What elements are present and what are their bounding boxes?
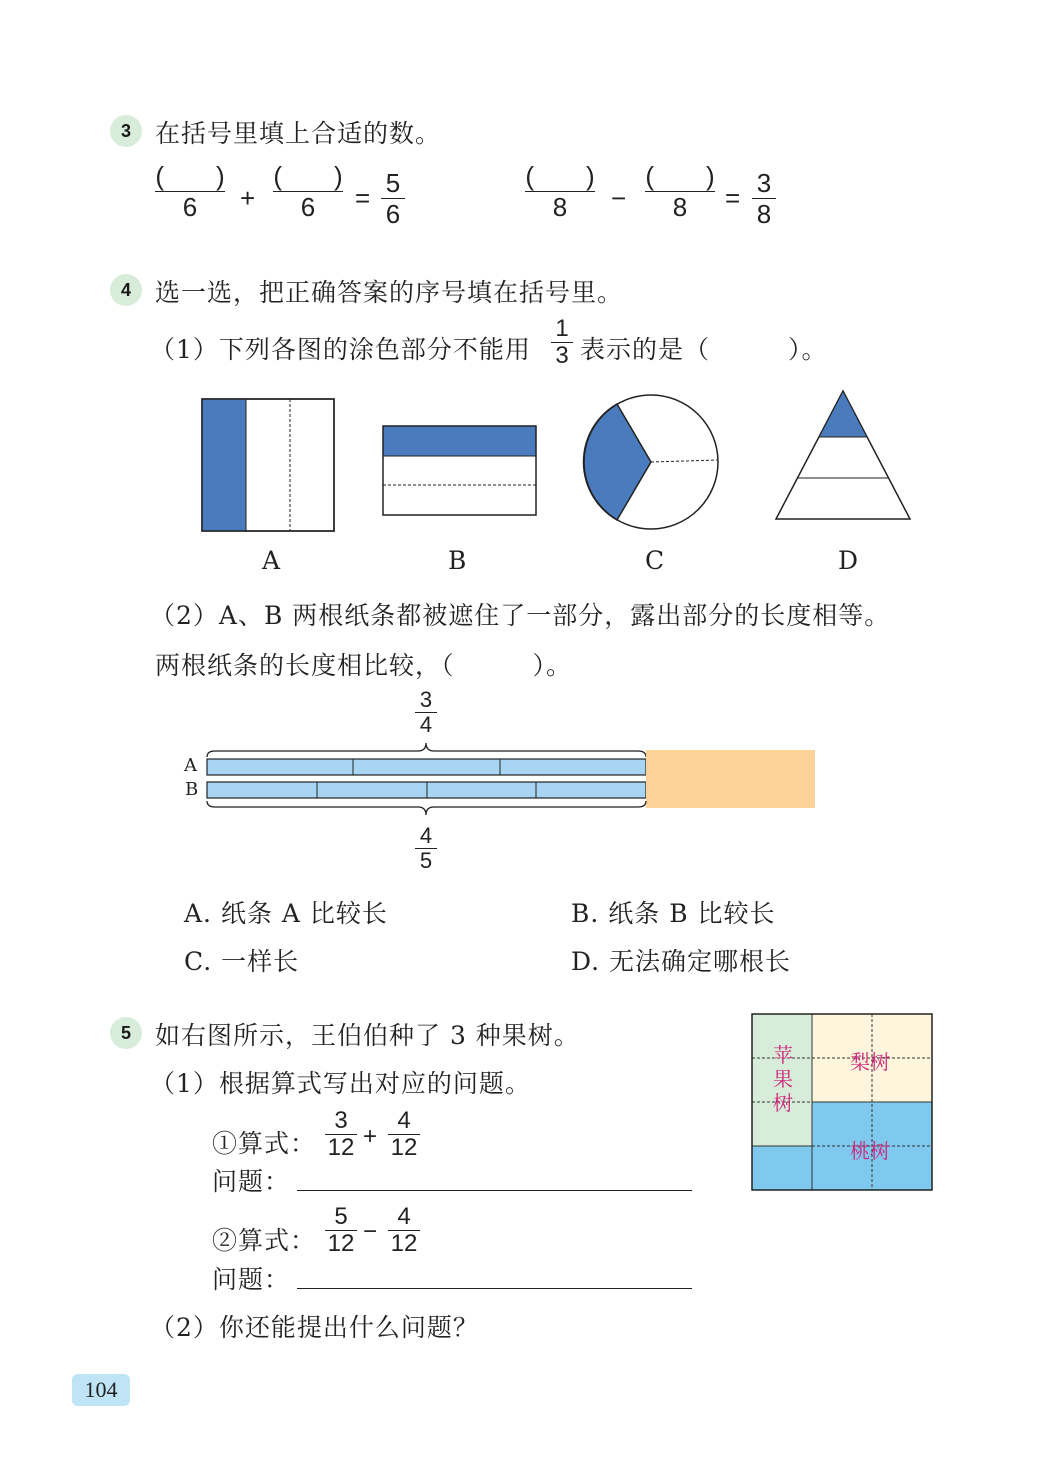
question-prompt: 如右图所示，王伯伯种了 3 种果树。 [155, 1021, 580, 1050]
question-prompt: 在括号里填上合适的数。 [155, 119, 442, 148]
shape-figures [0, 380, 1048, 540]
fraction: 3 12 [325, 1110, 357, 1159]
question-prompt: 选一选，把正确答案的序号填在括号里。 [155, 278, 624, 307]
equals-sign: = [725, 183, 741, 213]
peach-region [752, 1146, 932, 1190]
option-c[interactable]: C. 一样长 [184, 947, 300, 976]
figure-d-triangle[interactable] [776, 391, 910, 519]
question-number-badge: 4 [110, 274, 142, 306]
question-label: 问题： [212, 1265, 291, 1294]
strip-a-fraction: 3 4 [415, 690, 437, 735]
pear-tree-label: 梨树 [850, 1050, 890, 1074]
strip-b-label: B [185, 779, 199, 800]
fraction-blank[interactable] [155, 163, 225, 220]
numerator-blank[interactable]: ( ) [525, 161, 595, 191]
formula-1-label: ①算式： [212, 1129, 317, 1158]
apple-char: 树 [773, 1091, 793, 1115]
sub-question-1-prefix: （1）下列各图的涂色部分不能用 [150, 335, 531, 364]
apple-char: 果 [773, 1067, 793, 1091]
sub-question-1-suffix[interactable]: 表示的是（ ）。 [580, 335, 828, 364]
strip-a-label: A [184, 755, 197, 776]
denominator: 6 [182, 192, 198, 222]
question-number-badge: 3 [110, 115, 142, 147]
figure-c-circle[interactable] [584, 395, 718, 529]
page-number: 104 [72, 1374, 130, 1406]
denominator: 8 [552, 192, 568, 222]
denominator: 8 [672, 192, 688, 222]
apple-char: 苹 [773, 1043, 793, 1067]
sub-question-1: （1）根据算式写出对应的问题。 [150, 1069, 531, 1098]
numerator-blank[interactable]: ( ) [155, 161, 225, 191]
fraction: 4 12 [388, 1110, 420, 1159]
equals-sign: = [355, 183, 371, 213]
fraction-blank[interactable] [273, 163, 343, 220]
fraction: 4 12 [388, 1206, 420, 1255]
shaded-part [819, 391, 867, 437]
answer-line[interactable] [297, 1190, 692, 1191]
minus-sign: − [611, 183, 627, 213]
fraction-blank[interactable] [525, 163, 595, 220]
shaded-part [584, 404, 651, 520]
minus-sign: − [363, 1218, 378, 1245]
numerator-blank[interactable]: ( ) [273, 161, 343, 191]
strip-a [207, 759, 646, 775]
apple-tree-label [771, 1043, 795, 1115]
figure-a-square[interactable] [202, 399, 334, 531]
figure-label-b: B [448, 546, 468, 575]
paper-strips-diagram [0, 735, 1048, 825]
strip-b-fraction: 4 5 [415, 826, 437, 871]
figure-label-a: A [262, 546, 282, 575]
sub-question-2-line2[interactable]: 两根纸条的长度相比较，（ ）。 [155, 651, 573, 680]
plus-sign: + [363, 1123, 378, 1150]
result-fraction: 5 6 [381, 170, 405, 227]
peach-tree-label: 桃树 [850, 1139, 890, 1163]
one-third-fraction: 1 3 [551, 318, 573, 367]
result-fraction: 3 8 [752, 170, 776, 227]
denominator: 6 [300, 192, 316, 222]
question-label: 问题： [212, 1167, 291, 1196]
sub-question-2: （2）你还能提出什么问题？ [150, 1313, 479, 1342]
option-a[interactable]: A. 纸条 A 比较长 [184, 899, 388, 928]
figure-label-c: C [645, 546, 666, 575]
figure-label-d: D [838, 546, 860, 575]
answer-line[interactable] [297, 1288, 692, 1289]
numerator-blank[interactable]: ( ) [645, 161, 715, 191]
question-number-badge: 5 [110, 1017, 142, 1049]
plus-sign: + [240, 183, 256, 213]
option-b[interactable]: B. 纸条 B 比较长 [571, 899, 776, 928]
option-d[interactable]: D. 无法确定哪根长 [571, 947, 792, 976]
cover-block [646, 750, 815, 808]
shaded-part [383, 426, 536, 456]
strip-b [207, 782, 646, 798]
fraction-blank[interactable] [645, 163, 715, 220]
fraction: 5 12 [325, 1206, 357, 1255]
shaded-part [202, 399, 246, 531]
sub-question-2-line1: （2）A、B 两根纸条都被遮住了一部分，露出部分的长度相等。 [150, 601, 891, 630]
figure-b-rectangle[interactable] [383, 426, 536, 515]
formula-2-label: ②算式： [212, 1226, 317, 1255]
